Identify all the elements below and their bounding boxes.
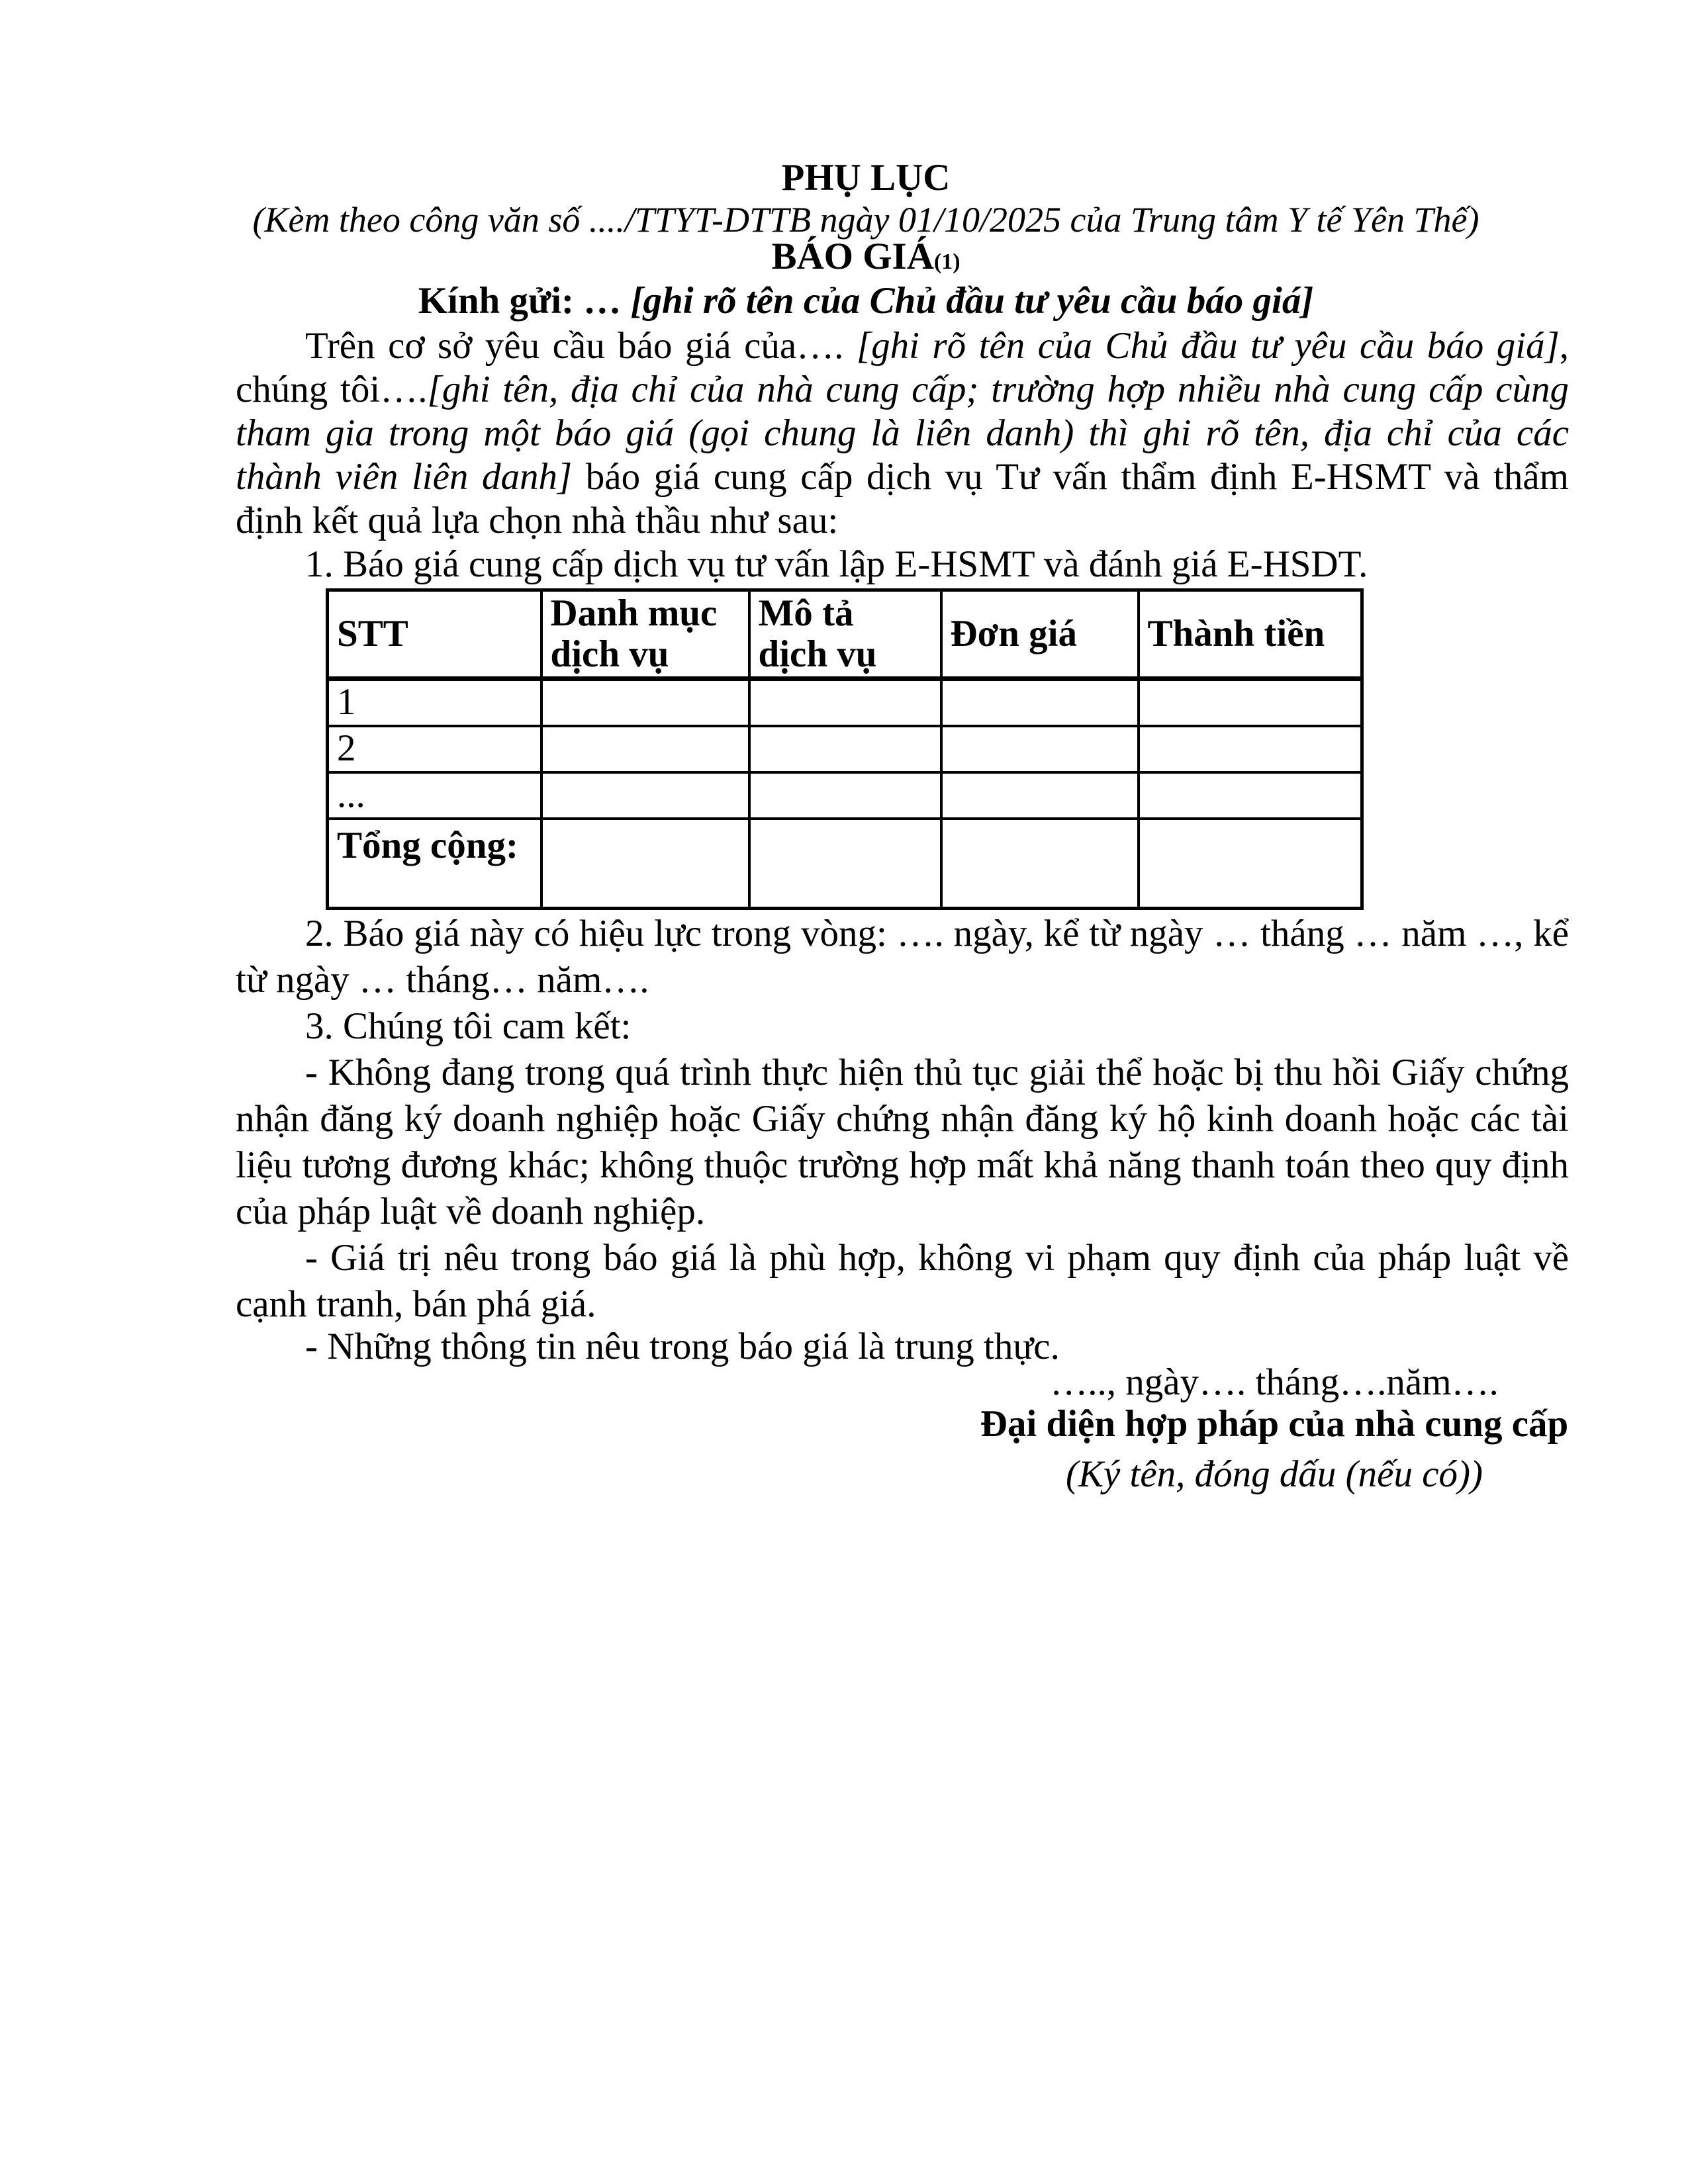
table-cell (749, 726, 941, 772)
commitment-item-3: - Những thông tin nêu trong báo giá là trung thực. (305, 1326, 1060, 1367)
table-cell (1139, 726, 1362, 772)
table-cell (541, 772, 749, 819)
signature-note: (Ký tên, đóng dấu (nếu có)) (1066, 1453, 1483, 1495)
attachment-note: (Kèm theo công văn số ..../TTYT-DTTB ngày 01/10/2025 của Trung tâm Y tế Yên Thế) (252, 200, 1479, 240)
salutation: Kính gửi: … [ghi rõ tên của Chủ đầu tư yêu cầu báo giá] (418, 280, 1314, 322)
table-cell (541, 679, 749, 726)
table-cell (941, 679, 1139, 726)
table-header-row (328, 590, 1362, 679)
table-cell (1139, 772, 1362, 819)
table-cell (749, 819, 941, 909)
table-cell: 1 (328, 679, 541, 726)
table-row (328, 772, 1362, 819)
quote-table (326, 588, 1364, 910)
signature-block (960, 1362, 1589, 1496)
commitment-item-2: - Giá trị nêu trong báo giá là phù hợp, không vi phạm quy định của pháp luật về cạnh tranh, bán phá giá. (236, 1237, 1569, 1325)
quote-title: BÁO GIÁ (771, 236, 934, 277)
table-cell (541, 726, 749, 772)
table-cell (1139, 679, 1362, 726)
table-header-stt: STT (328, 590, 541, 679)
table-header-don-gia: Đơn giá (941, 590, 1139, 679)
table-header-thanh-tien: Thành tiền (1139, 590, 1362, 679)
signature-role: Đại diện hợp pháp của nhà cung cấp (980, 1403, 1569, 1445)
signature-date-line: ….., ngày…. tháng….năm…. (1050, 1361, 1499, 1403)
table-total-row (328, 819, 1362, 909)
table-header-mo-ta: Mô tả dịch vụ (749, 590, 941, 679)
table-cell (1139, 819, 1362, 909)
table-cell (749, 679, 941, 726)
table-total-label: Tổng cộng: (328, 819, 541, 909)
table-cell (941, 726, 1139, 772)
commitment-heading: 3. Chúng tôi cam kết: (305, 1005, 632, 1047)
table-header-danh-muc: Danh mục dịch vụ (541, 590, 749, 679)
intro-paragraph: Trên cơ sở yêu cầu báo giá của…. [ghi rõ tên của Chủ đầu tư yêu cầu báo giá], chúng tôi….[ghi tên, địa chỉ của nhà cung cấp; trường hợp nhiều nhà cung cấp cùng tham gia trong một báo giá (gọi chung là liên danh) thì ghi rõ tên, địa chỉ của các thành viên liên danh] báo giá cung cấp dịch vụ Tư vấn thẩm định E-HSMT và thẩm định kết quả lựa chọn nhà thầu như sau: (236, 325, 1570, 541)
table-cell (749, 772, 941, 819)
table-cell (941, 819, 1139, 909)
table-row (328, 726, 1362, 772)
appendix-heading: PHỤ LỤC (781, 157, 951, 199)
commitment-item-1: - Không đang trong quá trình thực hiện thủ tục giải thể hoặc bị thu hồi Giấy chứng nhận đăng ký doanh nghiệp hoặc Giấy chứng nhận đăng ký hộ kinh doanh hoặc các tài liệu tương đương khác; không thuộc trường hợp mất khả năng thanh toán theo quy định của pháp luật về doanh nghiệp. (236, 1052, 1569, 1232)
footnote-ref: (1) (933, 250, 961, 274)
table-cell (941, 772, 1139, 819)
table-cell: ... (328, 772, 541, 819)
table-cell: 2 (328, 726, 541, 772)
table-row (328, 679, 1362, 726)
table-cell (541, 819, 749, 909)
validity-paragraph: 2. Báo giá này có hiệu lực trong vòng: …. ngày, kể từ ngày … tháng … năm …, kể từ ngày … tháng… năm…. (236, 913, 1569, 1001)
section-1-heading: 1. Báo giá cung cấp dịch vụ tư vấn lập E-HSMT và đánh giá E-HSDT. (305, 543, 1368, 585)
